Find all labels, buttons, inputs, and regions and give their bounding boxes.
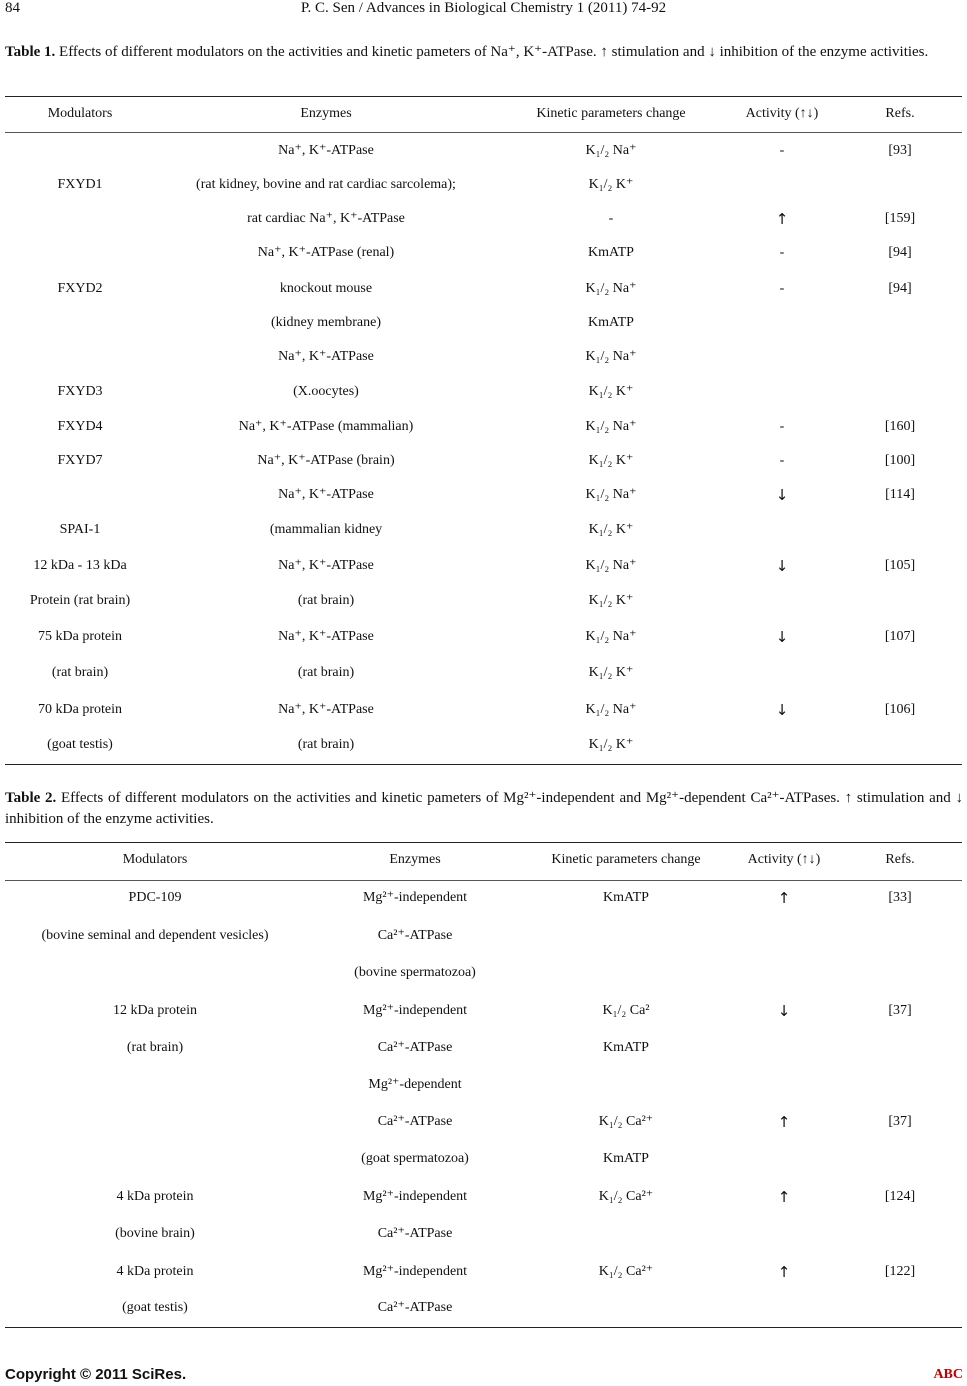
table1-header-kinetic-parameter: Kinetic parameters change — [536, 106, 686, 121]
table1-cell-activity: - — [779, 281, 785, 296]
table2-header-enzyme: Enzymes — [389, 852, 441, 867]
table1-cell-kinetic-parameter: KmATP — [588, 245, 634, 260]
table1-cell-kinetic-parameter: K₁/₂ Na⁺ — [585, 143, 637, 158]
table1-header-modulator: Modulators — [47, 106, 113, 121]
table2-header-rule — [5, 880, 962, 881]
table1-cell-modulator: FXYD4 — [57, 419, 103, 434]
table1-cell-kinetic-parameter: K₁/₂ K⁺ — [588, 453, 634, 468]
table1-cell-ref: [160] — [884, 419, 916, 434]
table2-cell-activity: ↑ — [777, 1113, 791, 1131]
table1-cell-enzyme: (kidney membrane) — [270, 315, 381, 330]
table1-cell-modulator: 75 kDa protein — [38, 629, 122, 644]
table1-cell-ref: [159] — [884, 211, 916, 226]
table2-cell-enzyme: Ca²⁺-ATPase — [377, 1300, 453, 1315]
table2-header-activity: Activity (↑↓) — [747, 852, 821, 867]
table1-cell-ref: [107] — [884, 629, 916, 644]
table1-cell-ref: [94] — [888, 245, 912, 260]
table2-caption — [5, 788, 963, 830]
table2-header-modulator: Modulators — [122, 852, 188, 867]
table1-cell-modulator: Protein (rat brain) — [29, 593, 131, 608]
table2-cell-kinetic-parameter: KmATP — [603, 1040, 649, 1055]
table2-cell-activity: ↑ — [777, 1188, 791, 1206]
table1-cell-enzyme: Na⁺, K⁺-ATPase (mammalian) — [238, 419, 414, 434]
table2-cell-kinetic-parameter: KmATP — [603, 890, 649, 905]
table1-header-rule — [5, 132, 962, 133]
copyright: Copyright © 2011 SciRes. — [5, 1366, 187, 1383]
table2-cell-modulator: 12 kDa protein — [113, 1003, 197, 1018]
table2-cell-enzyme: Mg²⁺-independent — [362, 1189, 468, 1204]
table1-cell-activity: ↑ — [775, 210, 789, 228]
table1-cell-kinetic-parameter: K₁/₂ Na⁺ — [585, 629, 637, 644]
table2-cell-enzyme: Ca²⁺-ATPase — [377, 1114, 453, 1129]
table2-cell-ref: [37] — [888, 1114, 912, 1129]
table1-bottom-rule — [5, 764, 962, 765]
table1-top-rule — [5, 96, 962, 97]
table1-cell-activity: ↓ — [775, 557, 789, 575]
table2-cell-enzyme: Mg²⁺-dependent — [368, 1077, 462, 1092]
table2-cell-kinetic-parameter: K₁/₂ Ca²⁺ — [598, 1264, 654, 1279]
table2-cell-activity: ↓ — [777, 1002, 791, 1020]
table1-cell-ref: [105] — [884, 558, 916, 573]
table1-cell-kinetic-parameter: K₁/₂ Na⁺ — [585, 558, 637, 573]
table1-cell-enzyme: (X.oocytes) — [293, 384, 359, 399]
table1-cell-enzyme: Na⁺, K⁺-ATPase — [278, 558, 374, 573]
table2-cell-activity: ↑ — [777, 889, 791, 907]
table2-cell-enzyme: Mg²⁺-independent — [362, 1003, 468, 1018]
table2-cell-kinetic-parameter: K₁/₂ Ca²⁺ — [598, 1114, 654, 1129]
table1-header-ref: Refs. — [885, 106, 915, 121]
table1-cell-enzyme: (rat brain) — [297, 593, 355, 608]
table2-cell-kinetic-parameter: KmATP — [603, 1151, 649, 1166]
table1-caption-label: Table 1. — [5, 44, 56, 60]
table2-cell-ref: [33] — [888, 890, 912, 905]
table1-cell-ref: [114] — [885, 487, 915, 502]
table1-caption — [5, 42, 963, 63]
table1-cell-kinetic-parameter: K₁/₂ Na⁺ — [585, 487, 637, 502]
table1-cell-activity: - — [779, 143, 785, 158]
table1-cell-activity: ↓ — [775, 628, 789, 646]
table2-header-kinetic-parameter: Kinetic parameters change — [551, 852, 701, 867]
table2-cell-ref: [122] — [884, 1264, 916, 1279]
table2-cell-kinetic-parameter: K₁/₂ Ca² — [602, 1003, 650, 1018]
table1-cell-modulator: 70 kDa protein — [38, 702, 122, 717]
table2-cell-enzyme: (goat spermatozoa) — [361, 1151, 469, 1166]
table1-cell-kinetic-parameter: K₁/₂ K⁺ — [588, 737, 634, 752]
table1-cell-modulator: 12 kDa - 13 kDa — [33, 558, 127, 573]
table1-cell-modulator: FXYD1 — [57, 177, 103, 192]
table1-cell-activity: - — [779, 245, 785, 260]
table1-cell-kinetic-parameter: K₁/₂ K⁺ — [588, 665, 634, 680]
table1-cell-kinetic-parameter: K₁/₂ K⁺ — [588, 384, 634, 399]
table1-caption-text: Effects of different modulators on the activities and kinetic pameters of Na⁺, K⁺-ATPase. ↑ stimulation and ↓ inhibition of the enzyme activities. — [59, 44, 929, 60]
table2-cell-ref: [124] — [884, 1189, 916, 1204]
table1-cell-modulator: FXYD2 — [57, 281, 103, 296]
table1-cell-modulator: FXYD7 — [57, 453, 103, 468]
table2-cell-modulator: (bovine seminal and dependent vesicles) — [41, 928, 269, 943]
table1-cell-modulator: (goat testis) — [47, 737, 113, 752]
table2-cell-enzyme: Mg²⁺-independent — [362, 890, 468, 905]
table2-cell-enzyme: Ca²⁺-ATPase — [377, 928, 453, 943]
table1-cell-enzyme: (rat kidney, bovine and rat cardiac sarcolema); — [196, 177, 456, 192]
table2-top-rule — [5, 842, 962, 843]
table1-cell-kinetic-parameter: K₁/₂ Na⁺ — [585, 419, 637, 434]
table2-cell-modulator: (goat testis) — [122, 1300, 188, 1315]
table1-cell-enzyme: (rat brain) — [297, 665, 355, 680]
table2-caption-text: Effects of different modulators on the activities and kinetic pameters of Mg²⁺-independent and Mg²⁺-dependent Ca²⁺-ATPases. ↑ stimulation and ↓ inhibition of the enzyme activities. — [5, 790, 964, 827]
table1-cell-enzyme: Na⁺, K⁺-ATPase (brain) — [257, 453, 395, 468]
table1-cell-activity: - — [779, 453, 785, 468]
table2-cell-activity: ↑ — [777, 1263, 791, 1281]
table2-cell-kinetic-parameter: K₁/₂ Ca²⁺ — [598, 1189, 654, 1204]
table1-cell-kinetic-parameter: K₁/₂ Na⁺ — [585, 349, 637, 364]
table2-bottom-rule — [5, 1327, 962, 1328]
table1-cell-enzyme: knockout mouse — [279, 281, 373, 296]
table1-header-enzyme: Enzymes — [300, 106, 352, 121]
journal-abbrev: ABC — [933, 1367, 963, 1382]
table1-cell-ref: [94] — [888, 281, 912, 296]
table2-cell-modulator: 4 kDa protein — [116, 1189, 194, 1204]
page-number: 84 — [5, 0, 20, 16]
table1-cell-activity: - — [779, 419, 785, 434]
table2-cell-modulator: (rat brain) — [126, 1040, 184, 1055]
table1-cell-activity: ↓ — [775, 486, 789, 504]
table1-cell-ref: [93] — [888, 143, 912, 158]
table1-cell-enzyme: Na⁺, K⁺-ATPase — [278, 702, 374, 717]
table1-cell-enzyme: Na⁺, K⁺-ATPase — [278, 487, 374, 502]
table2-cell-enzyme: Mg²⁺-independent — [362, 1264, 468, 1279]
table1-cell-kinetic-parameter: KmATP — [588, 315, 634, 330]
running-title: P. C. Sen / Advances in Biological Chemistry 1 (2011) 74-92 — [300, 0, 667, 16]
table1-cell-activity: ↓ — [775, 701, 789, 719]
table2-caption-label: Table 2. — [5, 790, 57, 806]
table2-cell-enzyme: Ca²⁺-ATPase — [377, 1040, 453, 1055]
table2-cell-enzyme: (bovine spermatozoa) — [354, 965, 476, 980]
table1-cell-enzyme: rat cardiac Na⁺, K⁺-ATPase — [247, 211, 405, 226]
table2-cell-ref: [37] — [888, 1003, 912, 1018]
table1-header-activity: Activity (↑↓) — [745, 106, 819, 121]
table1-cell-enzyme: Na⁺, K⁺-ATPase — [278, 349, 374, 364]
table1-cell-kinetic-parameter: - — [608, 211, 614, 226]
table1-cell-ref: [106] — [884, 702, 916, 717]
table2-cell-modulator: PDC-109 — [128, 890, 182, 905]
table1-cell-enzyme: Na⁺, K⁺-ATPase (renal) — [257, 245, 395, 260]
table1-cell-kinetic-parameter: K₁/₂ Na⁺ — [585, 702, 637, 717]
table1-cell-kinetic-parameter: K₁/₂ Na⁺ — [585, 281, 637, 296]
table1-cell-enzyme: (rat brain) — [297, 737, 355, 752]
table1-cell-modulator: SPAI-1 — [59, 522, 101, 537]
table1-cell-enzyme: Na⁺, K⁺-ATPase — [278, 143, 374, 158]
table1-cell-enzyme: Na⁺, K⁺-ATPase — [278, 629, 374, 644]
table1-cell-modulator: (rat brain) — [51, 665, 109, 680]
table1-cell-modulator: FXYD3 — [57, 384, 103, 399]
table1-cell-kinetic-parameter: K₁/₂ K⁺ — [588, 522, 634, 537]
table2-cell-modulator: 4 kDa protein — [116, 1264, 194, 1279]
table2-cell-modulator: (bovine brain) — [115, 1226, 195, 1241]
table1-cell-enzyme: (mammalian kidney — [269, 522, 383, 537]
table1-cell-kinetic-parameter: K₁/₂ K⁺ — [588, 177, 634, 192]
table1-cell-kinetic-parameter: K₁/₂ K⁺ — [588, 593, 634, 608]
table2-cell-enzyme: Ca²⁺-ATPase — [377, 1226, 453, 1241]
table1-cell-ref: [100] — [884, 453, 916, 468]
table2-header-ref: Refs. — [885, 852, 915, 867]
